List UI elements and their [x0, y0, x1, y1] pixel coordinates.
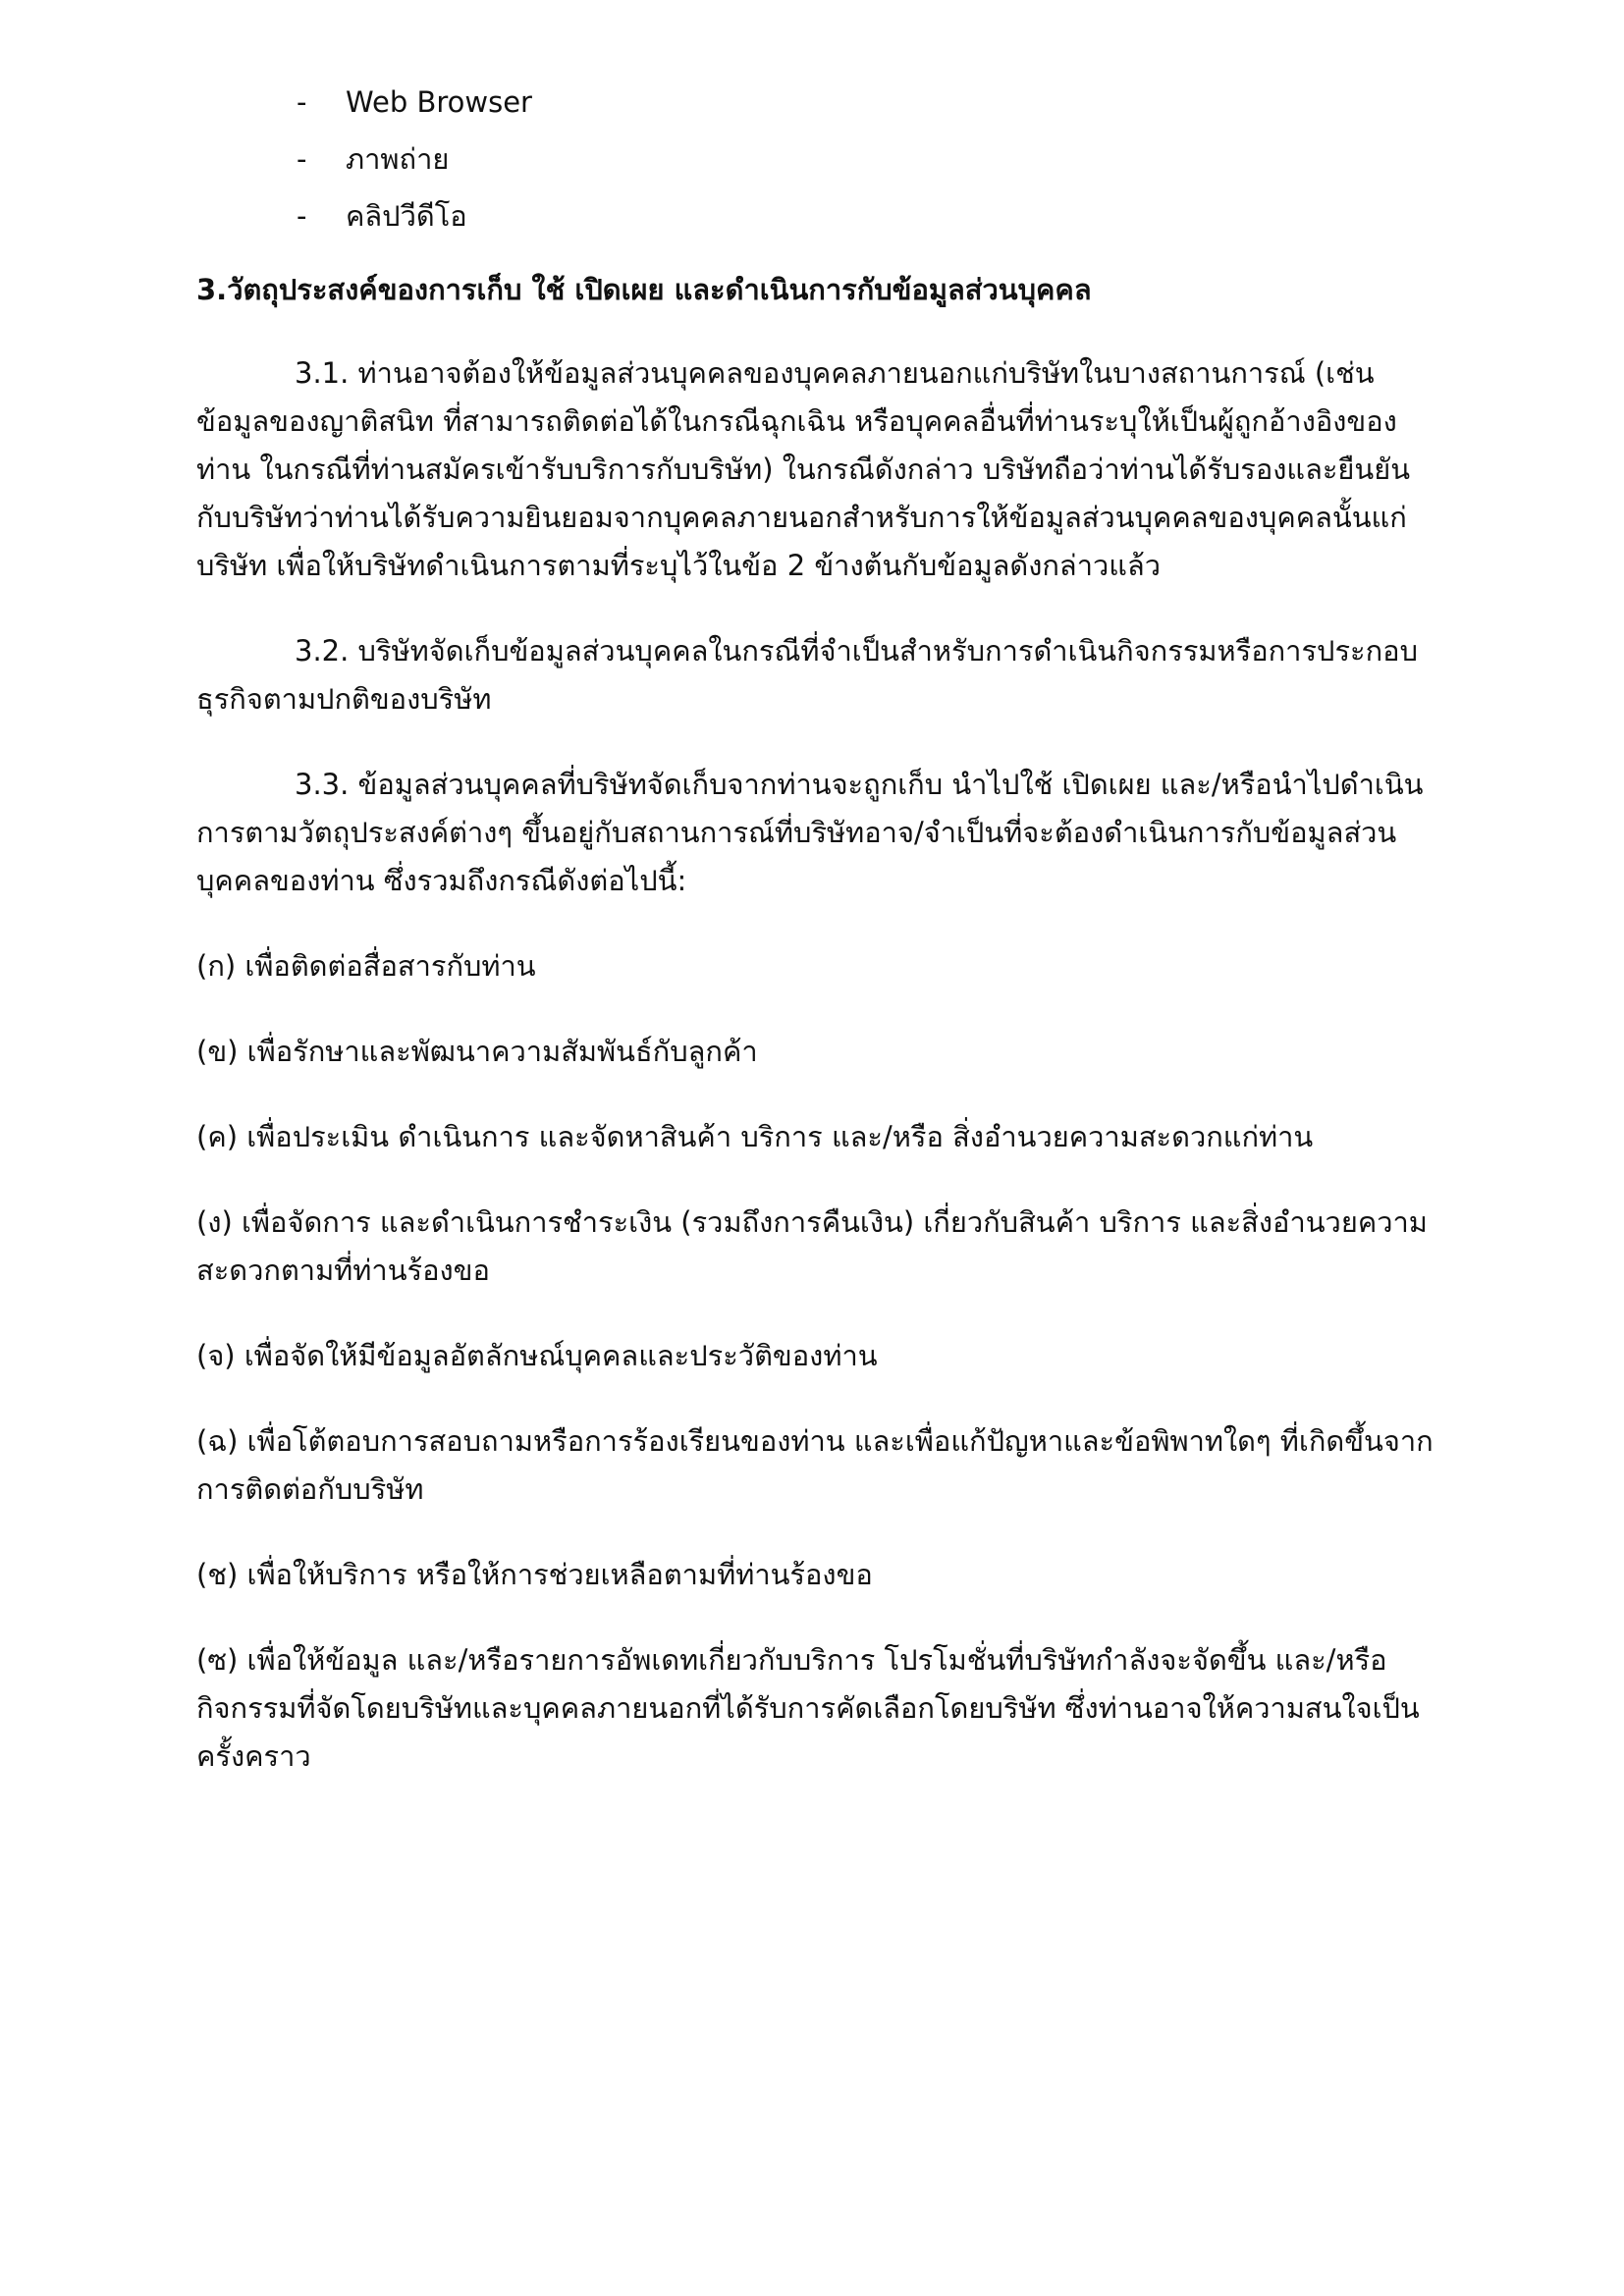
bullet-dash: -: [297, 199, 307, 233]
list-item: [196, 135, 1434, 184]
paragraph-3-2: 3.2. บริษัทจัดเก็บข้อมูลส่วนบุคคลในกรณีที่จำเป็นสำหรับการดำเนินกิจกรรมหรือการประกอบธุรกิจตามปกติของบริษัท: [196, 634, 1418, 716]
list-item-text: Web Browser: [346, 85, 532, 119]
document-page: [196, 79, 1434, 1818]
purpose-item-f: (ฉ) เพื่อโต้ตอบการสอบถามหรือการร้องเรียนของท่าน และเพื่อแก้ปัญหาและข้อพิพาทใดๆ ที่เกิดขึ้นจากการติดต่อกับบริษัท: [196, 1424, 1434, 1506]
purpose-item-g: (ช) เพื่อให้บริการ หรือให้การช่วยเหลือตามที่ท่านร้องขอ: [196, 1558, 873, 1591]
paragraph-3-3: 3.3. ข้อมูลส่วนบุคคลที่บริษัทจัดเก็บจากท่านจะถูกเก็บ นำไปใช้ เปิดเผย และ/หรือนำไปดำเนินการตามวัตถุประสงค์ต่างๆ ขึ้นอยู่กับสถานการณ์ที่บริษัทอาจ/จำเป็นที่จะต้องดำเนินการกับข้อมูลส่วนบุคคลของท่าน ซึ่งรวมถึงกรณีดังต่อไปนี้:: [196, 768, 1424, 897]
bullet-dash: -: [297, 85, 307, 119]
purpose-item-c: (ค) เพื่อประเมิน ดำเนินการ และจัดหาสินค้า บริการ และ/หรือ สิ่งอำนวยความสะดวกแก่ท่าน: [196, 1120, 1314, 1153]
paragraph-3-1: 3.1. ท่านอาจต้องให้ข้อมูลส่วนบุคคลของบุคคลภายนอกแก่บริษัทในบางสถานการณ์ (เช่น ข้อมูลของญาติสนิท ที่สามารถติดต่อได้ในกรณีฉุกเฉิน หรือบุคคลอื่นที่ท่านระบุให้เป็นผู้ถูกอ้างอิงของท่าน ในกรณีที่ท่านสมัครเข้ารับบริการกับบริษัท) ในกรณีดังกล่าว บริษัทถือว่าท่านได้รับรองและยืนยันกับบริษัทว่าท่านได้รับความยินยอมจากบุคคลภายนอกสำหรับการให้ข้อมูลส่วนบุคคลของบุคคลนั้นแก่บริษัท เพื่อให้บริษัทดำเนินการตามที่ระบุไว้ในข้อ 2 ข้างต้นกับข้อมูลดังกล่าวแล้ว: [196, 356, 1411, 582]
purpose-item-d: (ง) เพื่อจัดการ และดำเนินการชำระเงิน (รวมถึงการคืนเงิน) เกี่ยวกับสินค้า บริการ และสิ่งอำนวยความสะดวกตามที่ท่านร้องขอ: [196, 1205, 1428, 1287]
list-item: [196, 79, 1434, 127]
list-item-text: คลิปวีดีโอ: [346, 199, 467, 233]
purpose-item-e: (จ) เพื่อจัดให้มีข้อมูลอัตลักษณ์บุคคลและประวัติของท่าน: [196, 1339, 878, 1372]
list-item-text: ภาพถ่าย: [346, 142, 450, 176]
purpose-item-a: (ก) เพื่อติดต่อสื่อสารกับท่าน: [196, 949, 536, 983]
purpose-item-b: (ข) เพื่อรักษาและพัฒนาความสัมพันธ์กับลูกค้า: [196, 1035, 758, 1068]
section-heading: 3.วัตถุประสงค์ของการเก็บ ใช้ เปิดเผย และดำเนินการกับข้อมูลส่วนบุคคล: [196, 273, 1092, 306]
bullet-dash: -: [297, 142, 307, 176]
list-item: [196, 192, 1434, 240]
data-source-list: [196, 79, 1434, 240]
purpose-item-h: (ซ) เพื่อให้ข้อมูล และ/หรือรายการอัพเดทเกี่ยวกับบริการ โปรโมชั่นที่บริษัทกำลังจะจัดขึ้น และ/หรือกิจกรรมที่จัดโดยบริษัทและบุคคลภายนอกที่ได้รับการคัดเลือกโดยบริษัท ซึ่งท่านอาจให้ความสนใจเป็นครั้งคราว: [196, 1643, 1420, 1773]
